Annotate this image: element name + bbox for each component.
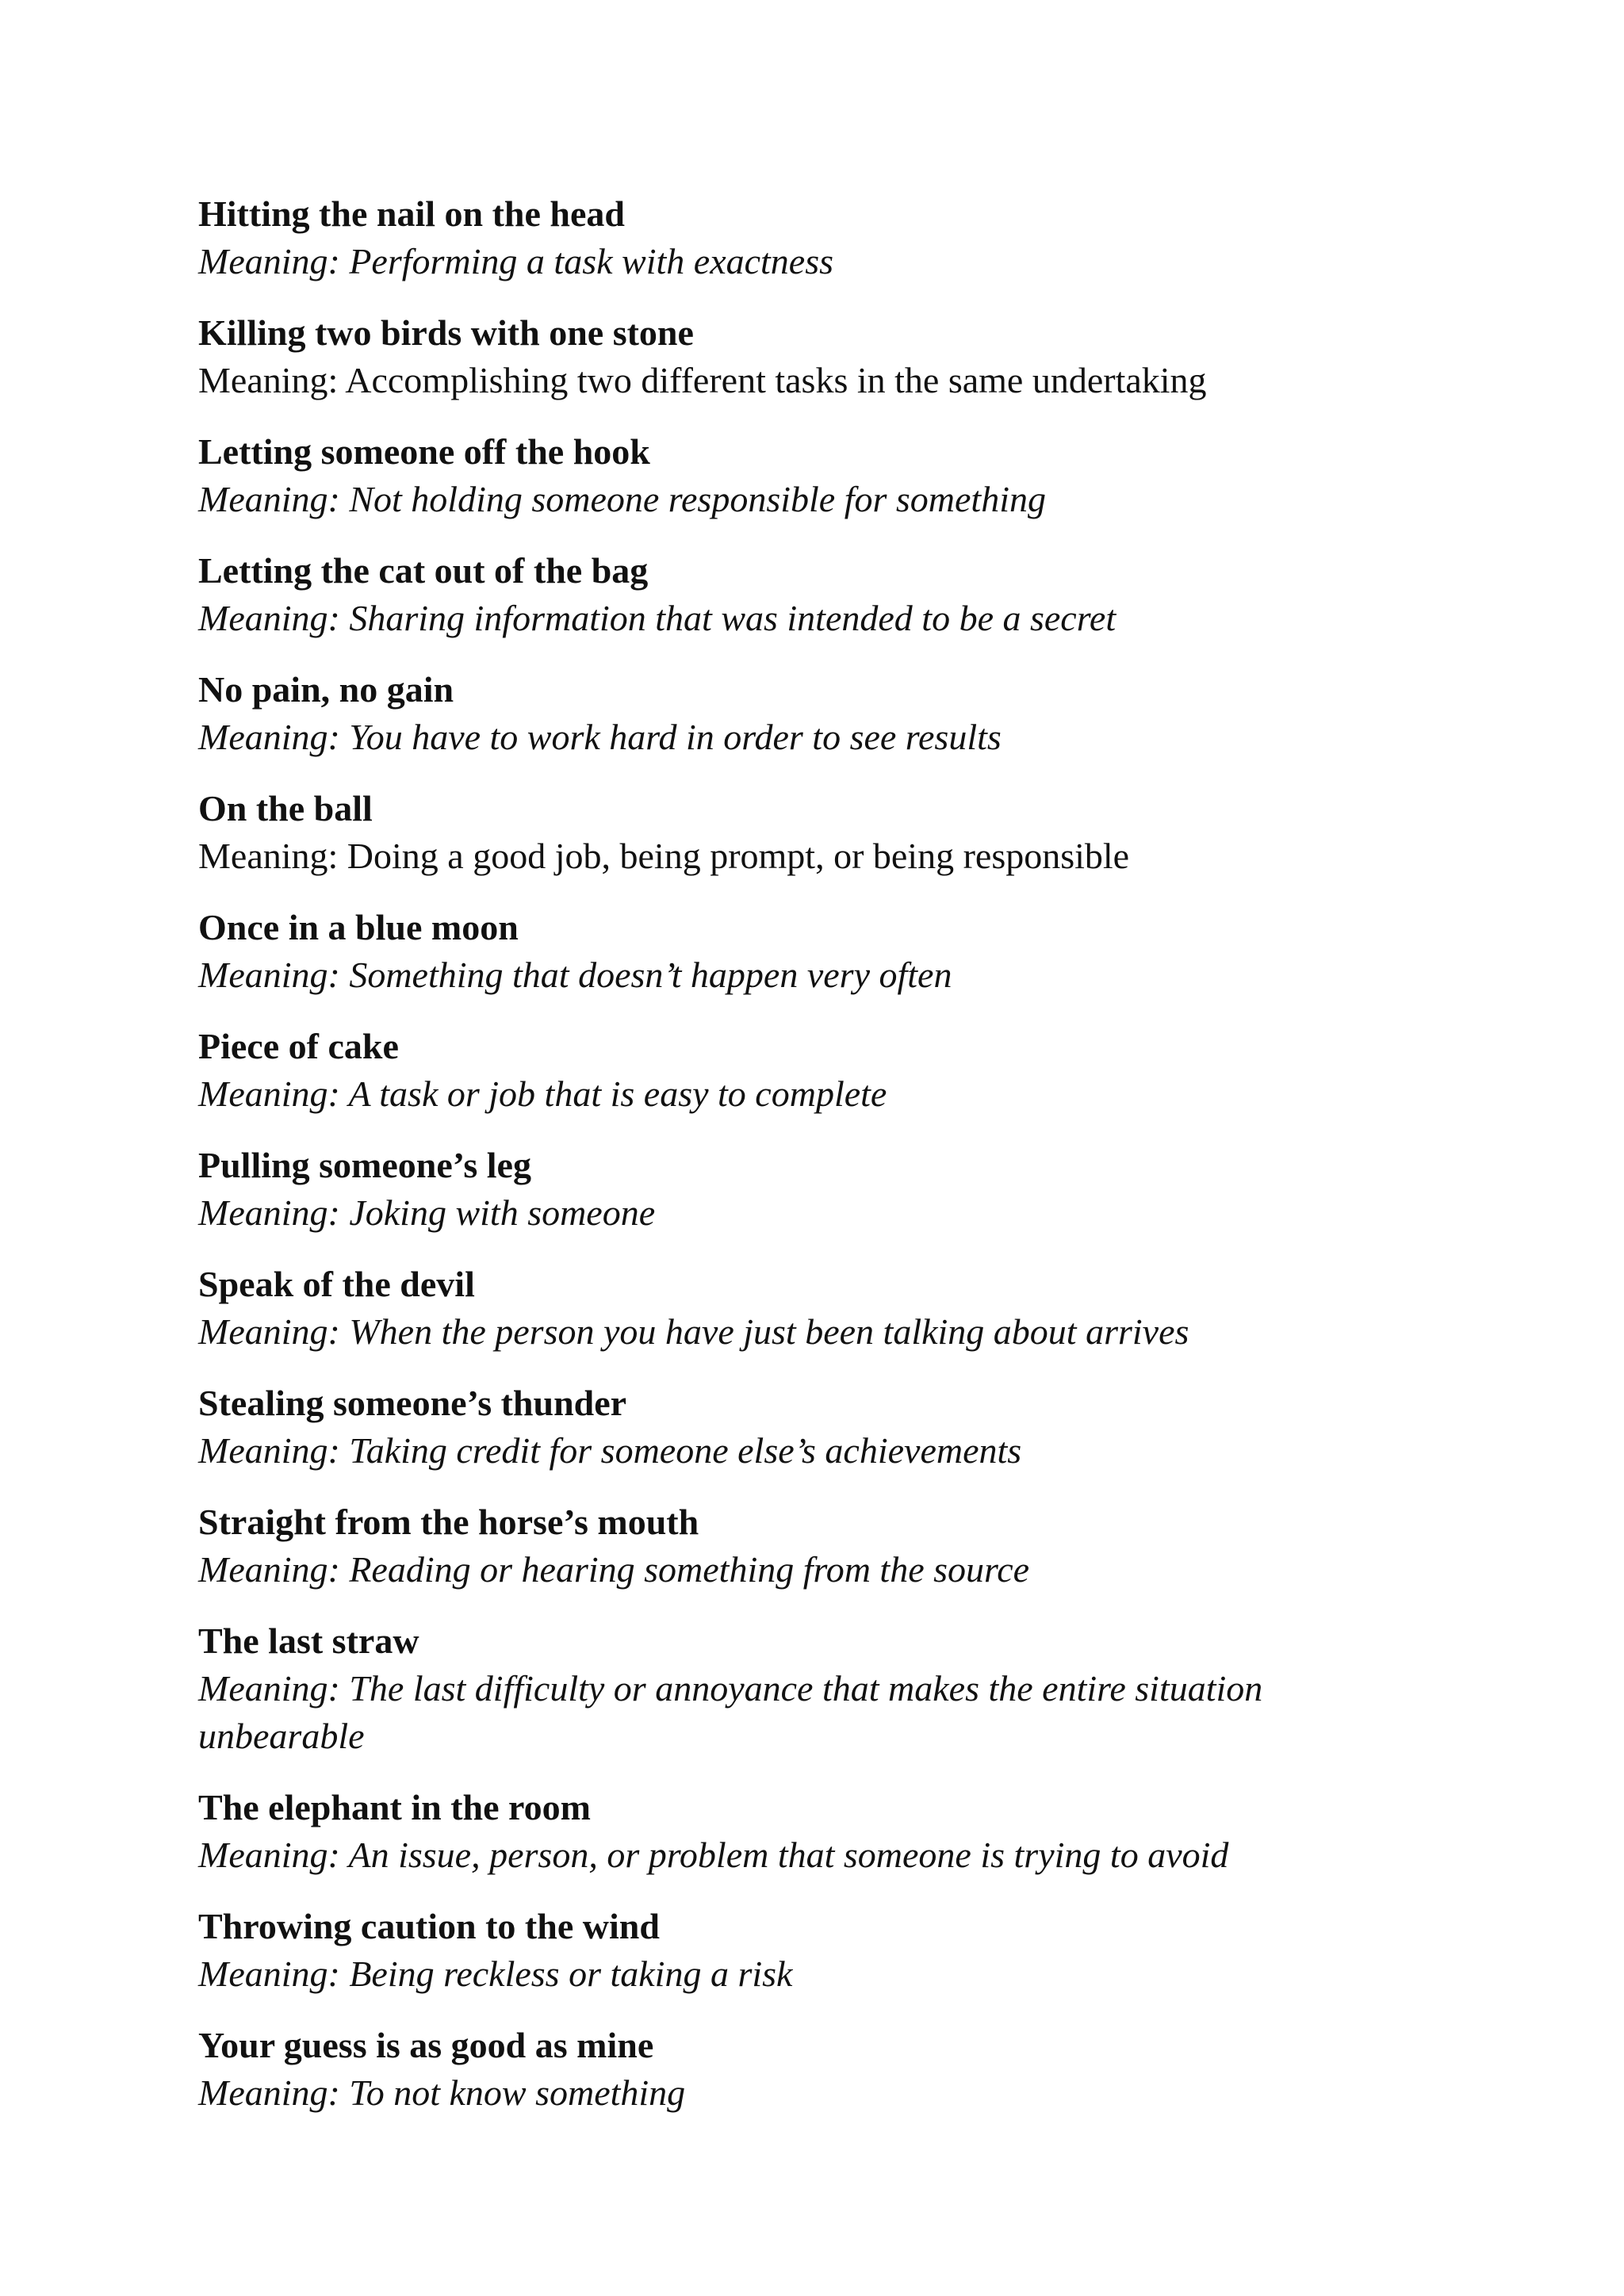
idiom-entry <box>198 1784 1435 1879</box>
idiom-meaning: Meaning: Joking with someone <box>198 1192 656 1233</box>
idiom-entry <box>198 428 1435 523</box>
idiom-meaning: Meaning: Sharing information that was intended to be a secret <box>198 598 1116 638</box>
idiom-meaning: Meaning: Performing a task with exactness <box>198 241 834 281</box>
idiom-entry <box>198 1617 1435 1760</box>
idiom-phrase: Hitting the nail on the head <box>198 193 626 234</box>
idiom-phrase: Once in a blue moon <box>198 907 519 947</box>
idiom-meaning: Meaning: To not know something <box>198 2072 686 2113</box>
idiom-phrase: Letting the cat out of the bag <box>198 550 649 591</box>
idiom-phrase: Pulling someone’s leg <box>198 1145 531 1185</box>
idiom-entry <box>198 1903 1435 1998</box>
idiom-meaning: Meaning: Taking credit for someone else’s achievements <box>198 1430 1022 1471</box>
idiom-phrase: Killing two birds with one stone <box>198 312 694 353</box>
idiom-meaning: Meaning: A task or job that is easy to complete <box>198 1073 887 1114</box>
idiom-entry <box>198 904 1435 999</box>
idiom-meaning: Meaning: The last difficulty or annoyance that makes the entire situation unbearable <box>198 1668 1263 1756</box>
idiom-meaning: Meaning: Reading or hearing something from the source <box>198 1549 1030 1590</box>
idiom-phrase: Letting someone off the hook <box>198 431 650 472</box>
idiom-phrase: Throwing caution to the wind <box>198 1906 660 1946</box>
idiom-list <box>198 190 1435 2141</box>
idiom-phrase: Speak of the devil <box>198 1264 475 1304</box>
idiom-meaning: Meaning: Not holding someone responsible for something <box>198 479 1046 519</box>
idiom-entry <box>198 1261 1435 1356</box>
idiom-entry <box>198 1142 1435 1237</box>
idiom-meaning: Meaning: Accomplishing two different tasks in the same undertaking <box>198 360 1207 400</box>
idiom-entry <box>198 309 1435 404</box>
idiom-meaning: Meaning: Something that doesn’t happen very often <box>198 955 952 995</box>
idiom-phrase: Straight from the horse’s mouth <box>198 1502 699 1542</box>
idiom-phrase: The last straw <box>198 1621 419 1661</box>
idiom-entry <box>198 666 1435 761</box>
idiom-meaning: Meaning: When the person you have just been talking about arrives <box>198 1311 1189 1352</box>
idiom-phrase: The elephant in the room <box>198 1787 591 1827</box>
idiom-meaning: Meaning: You have to work hard in order to see results <box>198 717 1002 757</box>
idiom-phrase: No pain, no gain <box>198 669 454 710</box>
idiom-entry <box>198 2022 1435 2117</box>
idiom-entry <box>198 785 1435 880</box>
idiom-entry <box>198 1023 1435 1118</box>
idiom-phrase: Your guess is as good as mine <box>198 2025 654 2065</box>
idiom-meaning: Meaning: An issue, person, or problem that someone is trying to avoid <box>198 1835 1229 1875</box>
idiom-phrase: Piece of cake <box>198 1026 399 1066</box>
idiom-entry <box>198 1380 1435 1475</box>
idiom-entry <box>198 547 1435 642</box>
idiom-meaning: Meaning: Being reckless or taking a risk <box>198 1954 793 1994</box>
idiom-entry <box>198 190 1435 285</box>
idiom-entry <box>198 1498 1435 1594</box>
idiom-meaning: Meaning: Doing a good job, being prompt, or being responsible <box>198 836 1130 876</box>
idiom-phrase: Stealing someone’s thunder <box>198 1383 627 1423</box>
idiom-phrase: On the ball <box>198 788 373 828</box>
